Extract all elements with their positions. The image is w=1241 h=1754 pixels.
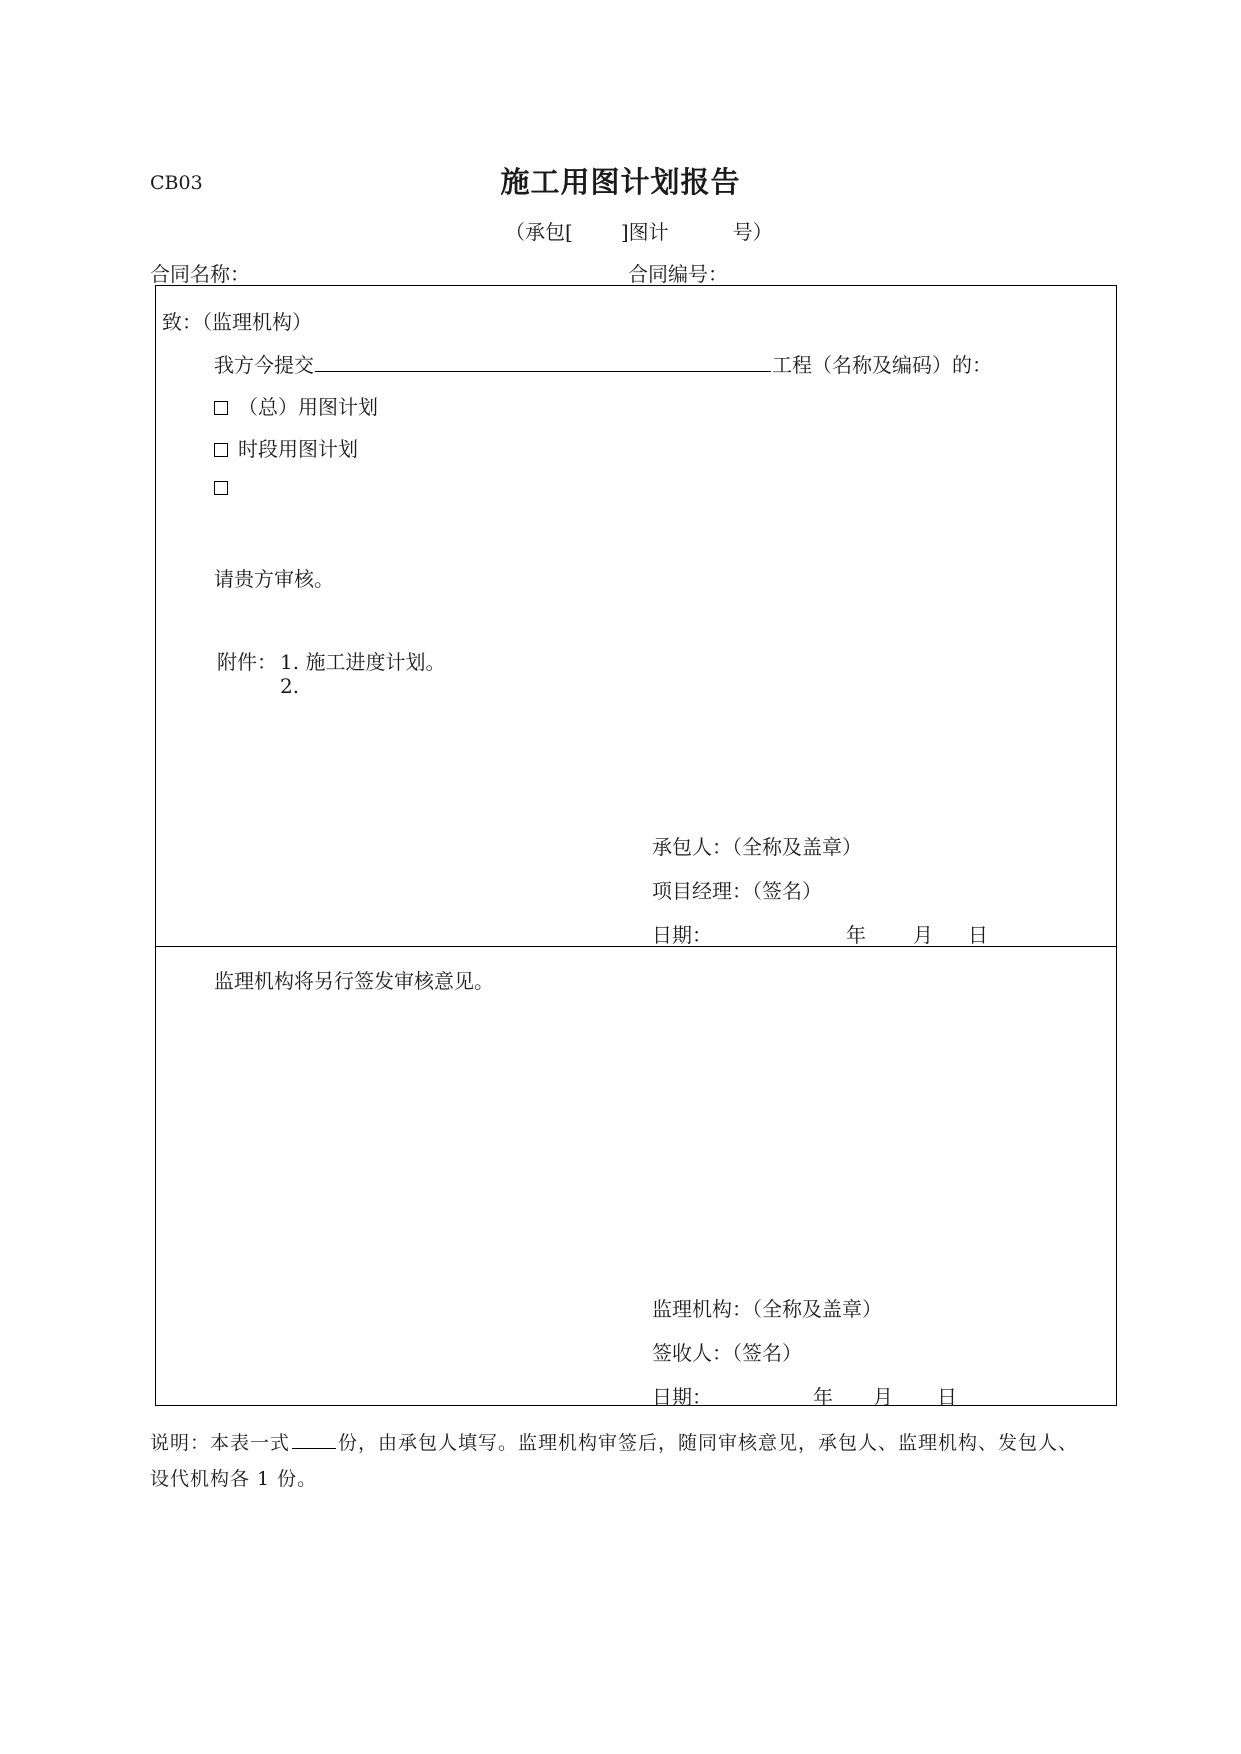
submit-suffix: 工程（名称及编码）的： bbox=[772, 353, 992, 377]
review-opinion-text: 监理机构将另行签发审核意见。 bbox=[214, 969, 494, 993]
subtitle-mid: ]图计 bbox=[620, 220, 669, 244]
attachment-2: 2. bbox=[280, 674, 300, 698]
checkbox-icon[interactable] bbox=[214, 481, 228, 495]
footnote-line-2: 设代机构各 1 份。 bbox=[150, 1468, 318, 1490]
review-request: 请贵方审核。 bbox=[214, 567, 334, 591]
subtitle-close: 号） bbox=[732, 220, 773, 244]
submit-prefix: 我方今提交 bbox=[214, 353, 314, 377]
lower-date-day: 日 bbox=[937, 1385, 957, 1409]
project-name-field[interactable] bbox=[315, 351, 771, 372]
lower-date-year: 年 bbox=[813, 1385, 833, 1409]
footnote-rest: 份，由承包人填写。监理机构审签后，随同审核意见，承包人、监理机构、发包人、 bbox=[338, 1432, 1079, 1454]
supervisor-signature-label: 监理机构：（全称及盖章） bbox=[652, 1297, 882, 1321]
page-title: 施工用图计划报告 bbox=[500, 165, 741, 199]
upper-date-month: 月 bbox=[913, 923, 933, 947]
section-divider bbox=[156, 946, 1116, 947]
lower-date-month: 月 bbox=[873, 1385, 893, 1409]
contractor-signature-label: 承包人：（全称及盖章） bbox=[652, 835, 862, 859]
document-number bbox=[505, 216, 773, 245]
option-label: 时段用图计划 bbox=[238, 437, 358, 461]
upper-date-day: 日 bbox=[968, 923, 988, 947]
manager-signature-label: 项目经理：（签名） bbox=[652, 879, 822, 903]
receiver-signature-label: 签收人：（签名） bbox=[652, 1341, 802, 1365]
copies-field[interactable] bbox=[292, 1430, 336, 1449]
option-master-plan[interactable] bbox=[214, 391, 378, 420]
upper-date-year: 年 bbox=[846, 923, 866, 947]
option-other[interactable] bbox=[214, 475, 238, 499]
upper-date-label: 日期： bbox=[652, 923, 712, 947]
contract-number-label: 合同编号： bbox=[628, 262, 728, 286]
lower-date-label: 日期： bbox=[652, 1385, 712, 1409]
footnote-line-1 bbox=[150, 1428, 1078, 1455]
checkbox-icon[interactable] bbox=[214, 443, 228, 457]
form-code: CB03 bbox=[150, 172, 203, 194]
option-label: （总）用图计划 bbox=[238, 395, 378, 419]
footnote-prefix: 说明：本表一式 bbox=[150, 1432, 291, 1454]
contract-name-label: 合同名称： bbox=[150, 262, 250, 286]
form-table bbox=[155, 285, 1117, 1409]
option-period-plan[interactable] bbox=[214, 433, 358, 462]
subtitle-open: （承包[ bbox=[505, 220, 573, 244]
addressee-line: 致：（监理机构） bbox=[162, 310, 312, 334]
attachments-label: 附件： bbox=[217, 650, 277, 674]
submit-line bbox=[214, 349, 992, 378]
attachment-1: 1. 施工进度计划。 bbox=[280, 650, 446, 674]
checkbox-icon[interactable] bbox=[214, 401, 228, 415]
